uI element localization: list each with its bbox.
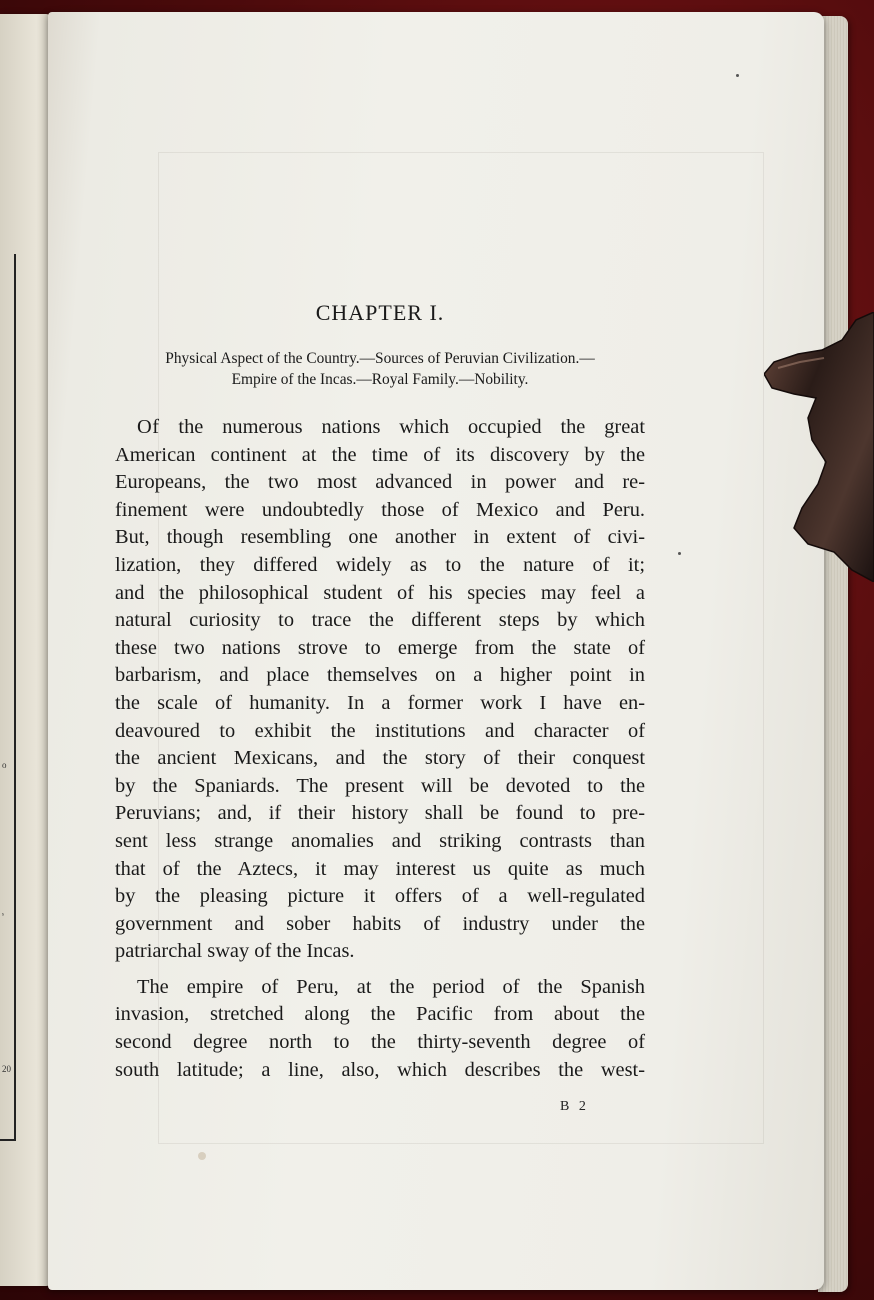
metal-clip-icon bbox=[764, 312, 874, 582]
text-line: sent less strange anomalies and striking contrasts than bbox=[115, 829, 645, 852]
left-margin-mark: ˢ bbox=[2, 910, 4, 920]
text-line: Europeans, the two most advanced in power and re- bbox=[115, 471, 645, 494]
text-line-rest: the numerous nations which occupied the great bbox=[159, 416, 645, 438]
text-line bbox=[115, 414, 645, 442]
paragraph-2 bbox=[115, 974, 645, 1084]
text-line: But, though resembling one another in extent of civi- bbox=[115, 526, 645, 549]
text-line: second degree north to the thirty-seventh degree of bbox=[115, 1031, 645, 1054]
paragraph-1 bbox=[115, 414, 645, 966]
left-margin-mark: 20 bbox=[2, 1064, 11, 1074]
text-line: deavoured to exhibit the institutions and character of bbox=[115, 719, 645, 742]
page-stain bbox=[198, 1152, 206, 1160]
signature-mark: B 2 bbox=[560, 1099, 589, 1114]
text-line: by the Spaniards. The present will be devoted to the bbox=[115, 774, 645, 797]
text-line: government and sober habits of industry under the bbox=[115, 912, 645, 935]
chapter-summary bbox=[115, 348, 645, 390]
text-line: the scale of humanity. In a former work I have en- bbox=[115, 691, 645, 714]
left-page-rule bbox=[0, 254, 16, 1141]
text-line: natural curiosity to trace the different steps by which bbox=[115, 609, 645, 632]
text-line: these two nations strove to emerge from the state of bbox=[115, 636, 645, 659]
text-line: the ancient Mexicans, and the story of their conquest bbox=[115, 747, 645, 770]
text-line: barbarism, and place themselves on a higher point in bbox=[115, 664, 645, 687]
text-line: south latitude; a line, also, which describes the west- bbox=[115, 1058, 645, 1081]
text-line: invasion, stretched along the Pacific from about the bbox=[115, 1003, 645, 1026]
page-text-block bbox=[115, 300, 645, 1084]
text-line: lization, they differed widely as to the nature of it; bbox=[115, 553, 645, 576]
text-line: by the pleasing picture it offers of a well-regulated bbox=[115, 885, 645, 908]
left-facing-page bbox=[0, 14, 52, 1286]
chapter-title: CHAPTER I. bbox=[315, 300, 445, 325]
drop-initial: Of bbox=[137, 416, 160, 438]
text-line: Peruvians; and, if their history shall be found to pre- bbox=[115, 802, 645, 825]
page-speck bbox=[736, 74, 739, 77]
text-line: finement were undoubtedly those of Mexico and Peru. bbox=[115, 498, 645, 521]
left-margin-mark: o bbox=[2, 760, 7, 770]
page-speck bbox=[678, 552, 681, 555]
text-line: patriarchal sway of the Incas. bbox=[115, 940, 355, 963]
text-line: The empire of Peru, at the period of the Spanish bbox=[137, 975, 645, 998]
text-line: American continent at the time of its discovery by the bbox=[115, 443, 645, 466]
chapter-summary-line: Physical Aspect of the Country.—Sources of Peruvian Civilization.— bbox=[165, 350, 595, 367]
text-line: that of the Aztecs, it may interest us quite as much bbox=[115, 857, 645, 880]
chapter-summary-line: Empire of the Incas.—Royal Family.—Nobility. bbox=[231, 371, 529, 388]
text-line: and the philosophical student of his species may feel a bbox=[115, 581, 645, 604]
